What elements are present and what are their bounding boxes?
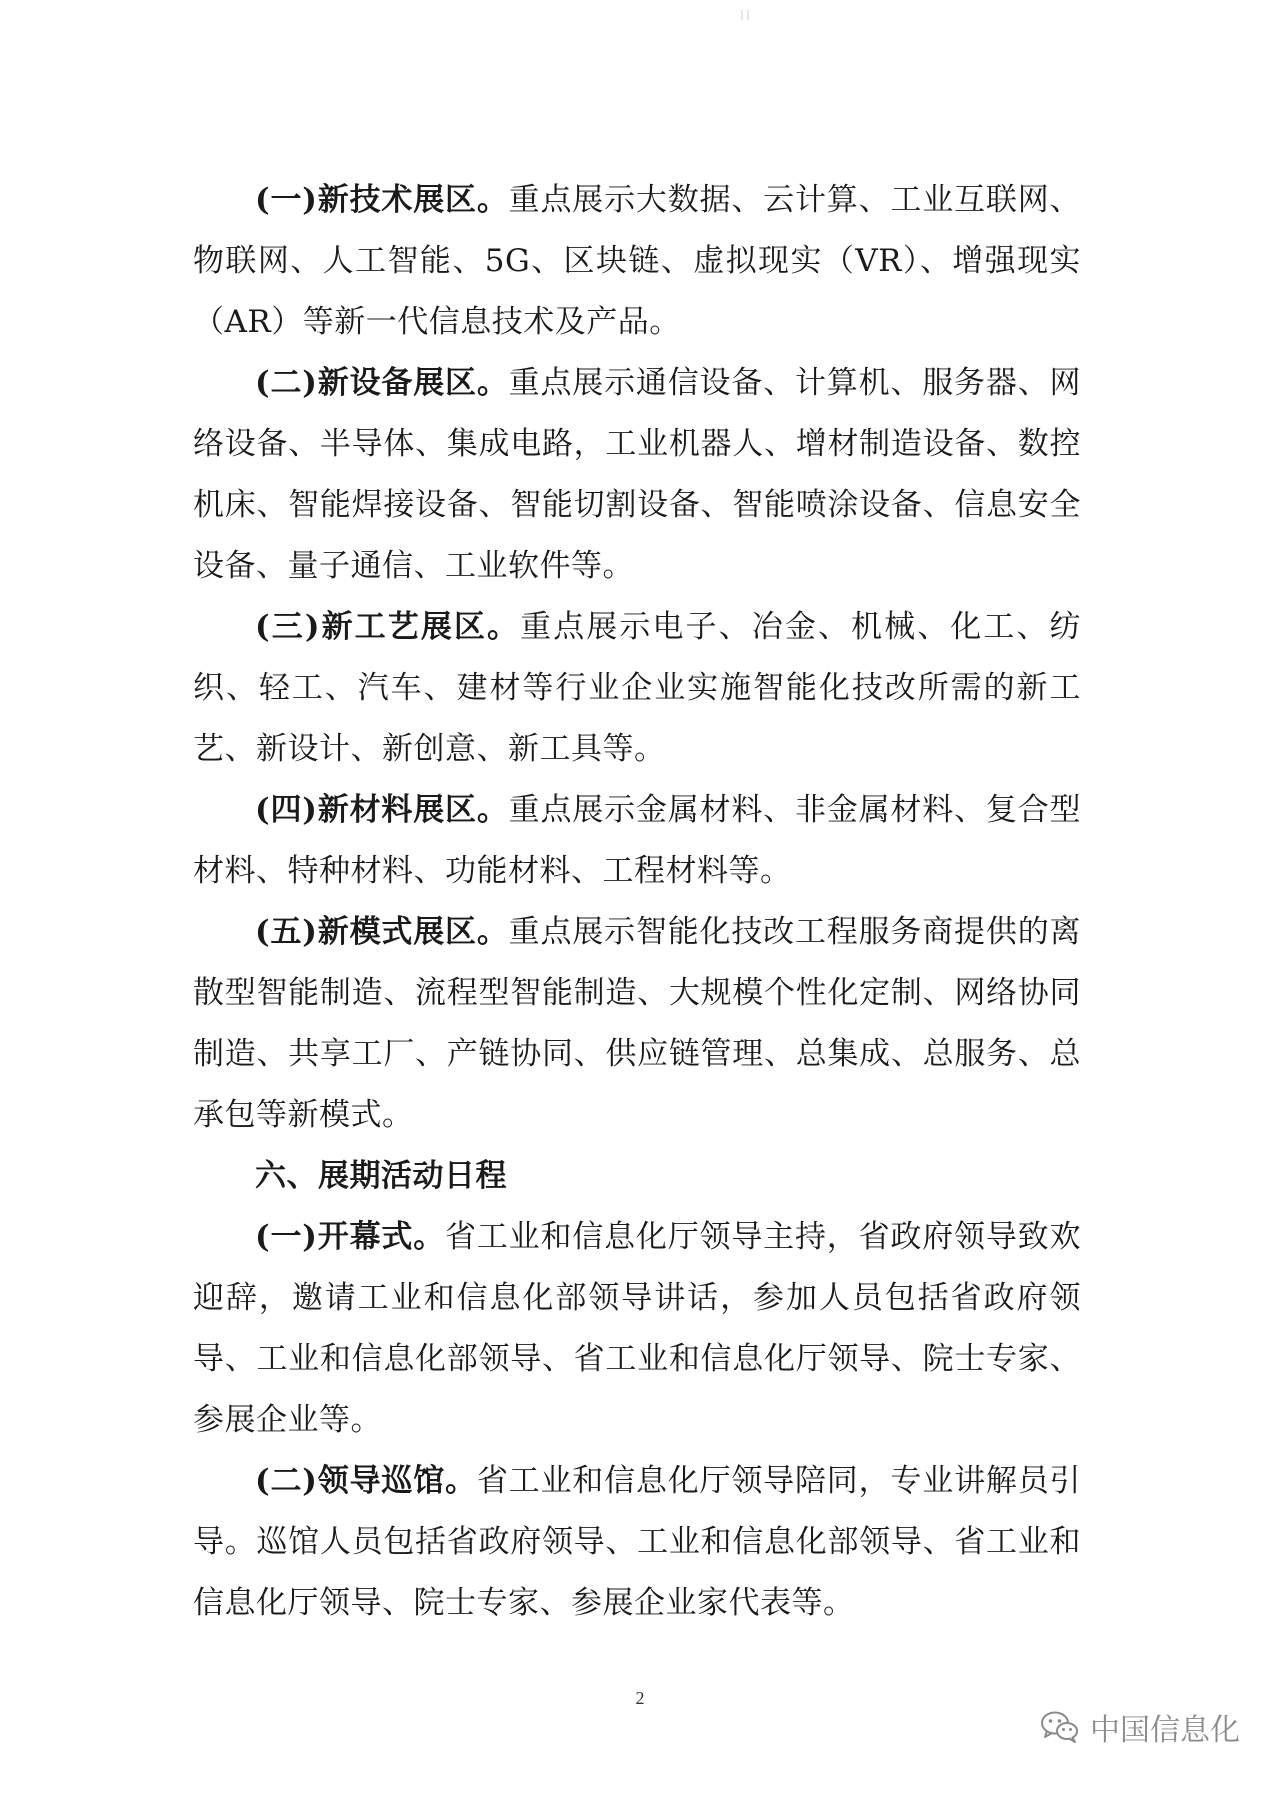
paragraph-text: 重点展示大数据、云计算、工业互联网、物联网、人工智能、5G、区块链、虚拟现实（VR）、增强现实（AR）等新一代信息技术及产品。 bbox=[193, 182, 1082, 340]
wechat-watermark bbox=[1040, 1705, 1240, 1749]
watermark-text: 中国信息化 bbox=[1090, 1713, 1240, 1748]
page-number: 2 bbox=[635, 1688, 645, 1708]
wechat-icon bbox=[1040, 1710, 1080, 1744]
paragraph-lead: (一)新技术展区。 bbox=[255, 182, 509, 218]
paragraph-text: 省工业和信息化厅领导陪同，专业讲解员引导。巡馆人员包括省政府领导、工业和信息化部领导、省工业和信息化厅领导、院士专家、参展企业家代表等。 bbox=[193, 1463, 1082, 1621]
paragraph-text: 重点展示通信设备、计算机、服务器、网络设备、半导体、集成电路，工业机器人、增材制造设备、数控机床、智能焊接设备、智能切割设备、智能喷涂设备、信息安全设备、量子通信、工业软件等。 bbox=[193, 365, 1082, 584]
paragraph-lead: (三)新工艺展区。 bbox=[255, 609, 521, 645]
paragraph-lead: (一)开幕式。 bbox=[255, 1219, 446, 1255]
paragraph-lead: (二)领导巡馆。 bbox=[255, 1463, 477, 1499]
paragraph-new-process bbox=[193, 597, 1081, 780]
paragraph-leader-tour bbox=[193, 1451, 1081, 1634]
scan-mark-icon bbox=[738, 8, 758, 22]
paragraph-new-equipment bbox=[193, 353, 1081, 597]
paragraph-text: 重点展示电子、冶金、机械、化工、纺织、轻工、汽车、建材等行业企业实施智能化技改所需的新工艺、新设计、新创意、新工具等。 bbox=[193, 609, 1082, 767]
paragraph-opening-ceremony bbox=[193, 1207, 1081, 1451]
section-heading: 六、展期活动日程 bbox=[255, 1158, 507, 1194]
paragraph-lead: (五)新模式展区。 bbox=[255, 914, 509, 950]
paragraph-text: 重点展示金属材料、非金属材料、复合型材料、特种材料、功能材料、工程材料等。 bbox=[193, 792, 1082, 889]
paragraph-new-technology bbox=[193, 170, 1081, 353]
paragraph-lead: (二)新设备展区。 bbox=[255, 365, 509, 401]
paragraph-lead: (四)新材料展区。 bbox=[255, 792, 509, 828]
paragraph-text: 重点展示智能化技改工程服务商提供的离散型智能制造、流程型智能制造、大规模个性化定制、网络协同制造、共享工厂、产链协同、供应链管理、总集成、总服务、总承包等新模式。 bbox=[193, 914, 1082, 1133]
paragraph-new-materials bbox=[193, 780, 1081, 902]
paragraph-new-models bbox=[193, 902, 1081, 1146]
paragraph-text: 省工业和信息化厅领导主持，省政府领导致欢迎辞，邀请工业和信息化部领导讲话，参加人员包括省政府领导、工业和信息化部领导、省工业和信息化厅领导、院士专家、参展企业等。 bbox=[193, 1219, 1081, 1438]
document-body bbox=[193, 170, 1081, 1634]
